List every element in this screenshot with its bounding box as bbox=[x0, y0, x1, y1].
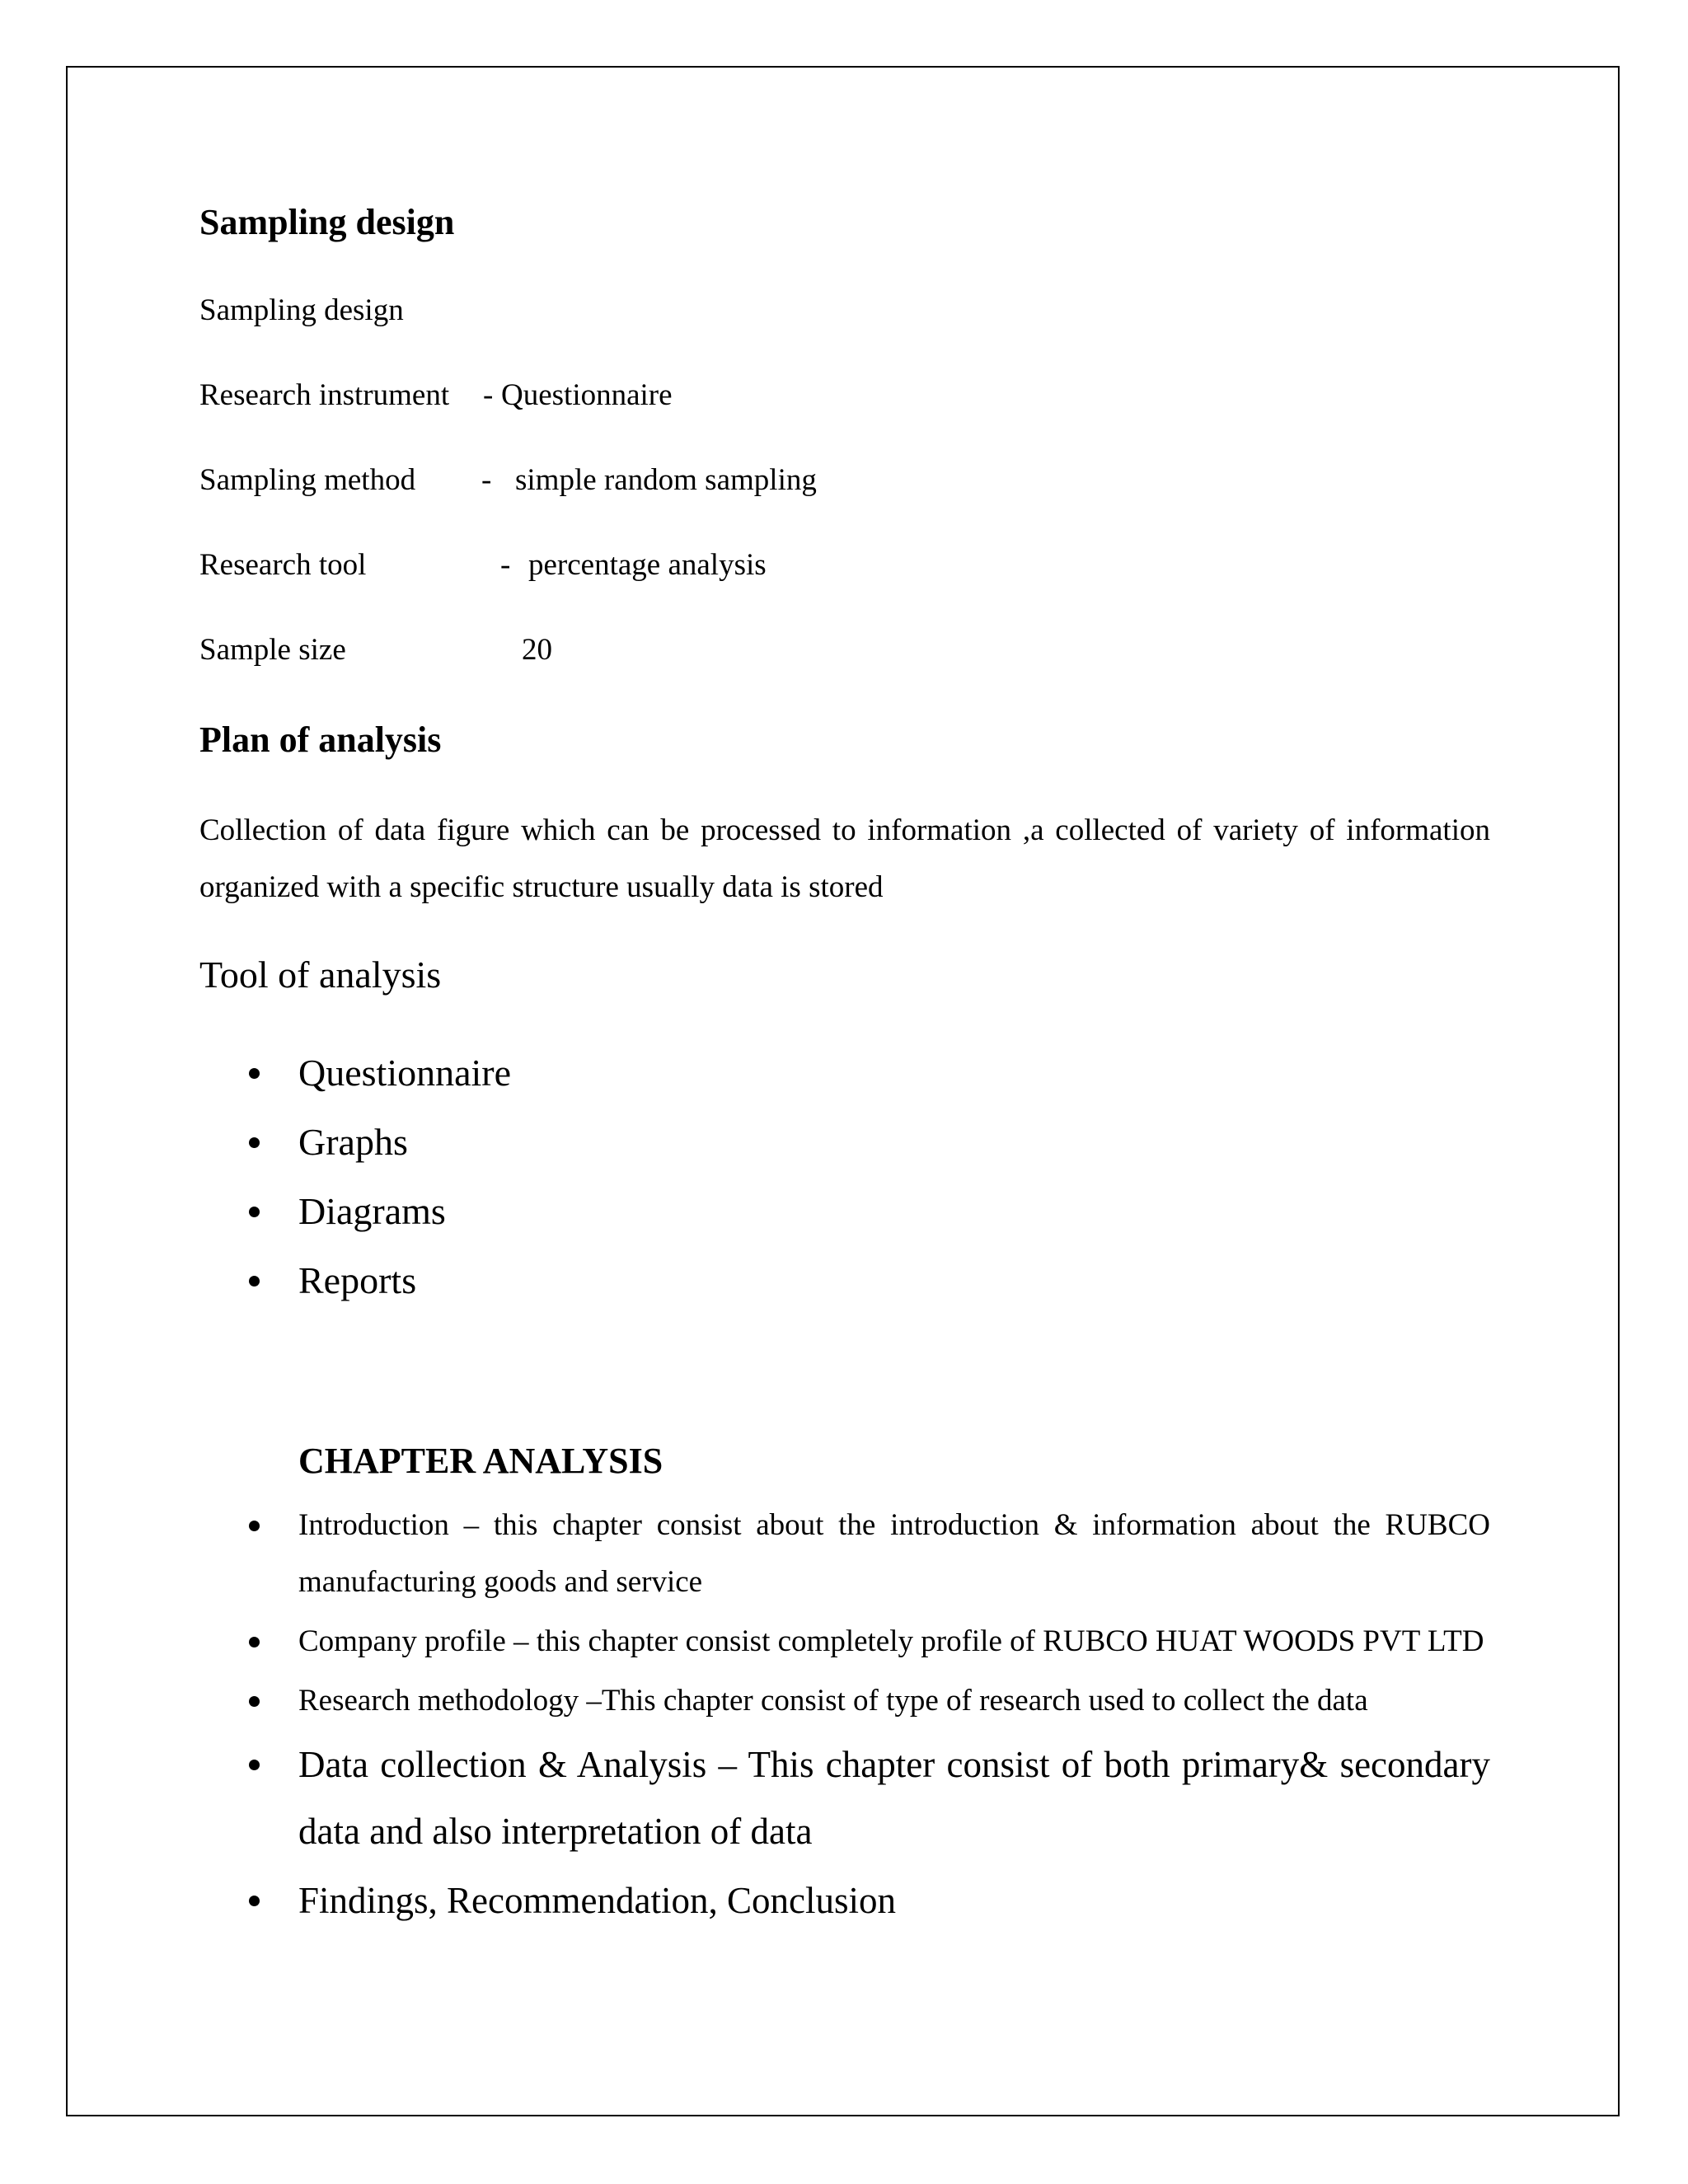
list-item-text: Questionnaire bbox=[298, 1052, 512, 1094]
field-value: Questionnaire bbox=[501, 378, 673, 412]
field-value: simple random sampling bbox=[515, 463, 817, 497]
field-separator: - bbox=[481, 463, 492, 497]
chapter-analysis-list bbox=[249, 1497, 1490, 1934]
sampling-design-subheading: Sampling design bbox=[199, 293, 404, 327]
list-item-text: Company profile – this chapter consist completely profile of RUBCO HUAT WOODS PVT LTD bbox=[298, 1624, 1484, 1658]
plan-of-analysis-paragraph: Collection of data figure which can be processed to information ,a collected of variety of information organized with a specific structure usually data is stored bbox=[199, 813, 1490, 904]
bullet-icon bbox=[249, 1207, 260, 1217]
bullet-icon bbox=[249, 1637, 260, 1647]
field-label: Research instrument bbox=[199, 378, 450, 412]
field-label: Sampling method bbox=[199, 463, 416, 497]
list-item-text: Research methodology –This chapter consist of type of research used to collect the data bbox=[298, 1684, 1368, 1718]
bullet-icon bbox=[249, 1760, 260, 1770]
list-item-text: Diagrams bbox=[298, 1190, 446, 1232]
list-item bbox=[249, 1497, 1490, 1610]
list-item-text: Graphs bbox=[298, 1121, 408, 1163]
list-item bbox=[249, 1868, 1490, 1934]
field-separator: - bbox=[500, 548, 511, 582]
list-item bbox=[249, 1177, 1490, 1246]
list-item bbox=[249, 1038, 1490, 1108]
list-item bbox=[249, 1732, 1490, 1865]
list-item-text: Introduction – this chapter consist about the introduction & information about the RUBCO manufacturing goods and service bbox=[298, 1508, 1490, 1599]
bullet-icon bbox=[249, 1137, 260, 1148]
chapter-analysis-heading: CHAPTER ANALYSIS bbox=[298, 1441, 663, 1481]
list-item-text: Findings, Recommendation, Conclusion bbox=[298, 1880, 896, 1921]
field-label: Sample size bbox=[199, 633, 346, 667]
field-separator: - bbox=[483, 378, 494, 412]
list-item-text: Reports bbox=[298, 1259, 417, 1301]
list-item bbox=[249, 1246, 1490, 1315]
bullet-icon bbox=[249, 1696, 260, 1707]
bullet-icon bbox=[249, 1896, 260, 1906]
bullet-icon bbox=[249, 1068, 260, 1079]
list-item bbox=[249, 1108, 1490, 1177]
field-value: 20 bbox=[522, 633, 552, 667]
tool-of-analysis-heading: Tool of analysis bbox=[199, 954, 442, 996]
list-item-text: Data collection & Analysis – This chapter consist of both primary& secondary data and also interpretation of data bbox=[298, 1744, 1490, 1852]
bullet-icon bbox=[249, 1521, 260, 1531]
list-item bbox=[249, 1613, 1490, 1670]
plan-of-analysis-heading: Plan of analysis bbox=[199, 719, 442, 760]
bullet-icon bbox=[249, 1276, 260, 1286]
tool-of-analysis-list bbox=[249, 1038, 1490, 1315]
field-label: Research tool bbox=[199, 548, 367, 582]
field-value: percentage analysis bbox=[528, 548, 767, 582]
list-item bbox=[249, 1672, 1490, 1729]
sampling-design-heading: Sampling design bbox=[199, 202, 455, 242]
